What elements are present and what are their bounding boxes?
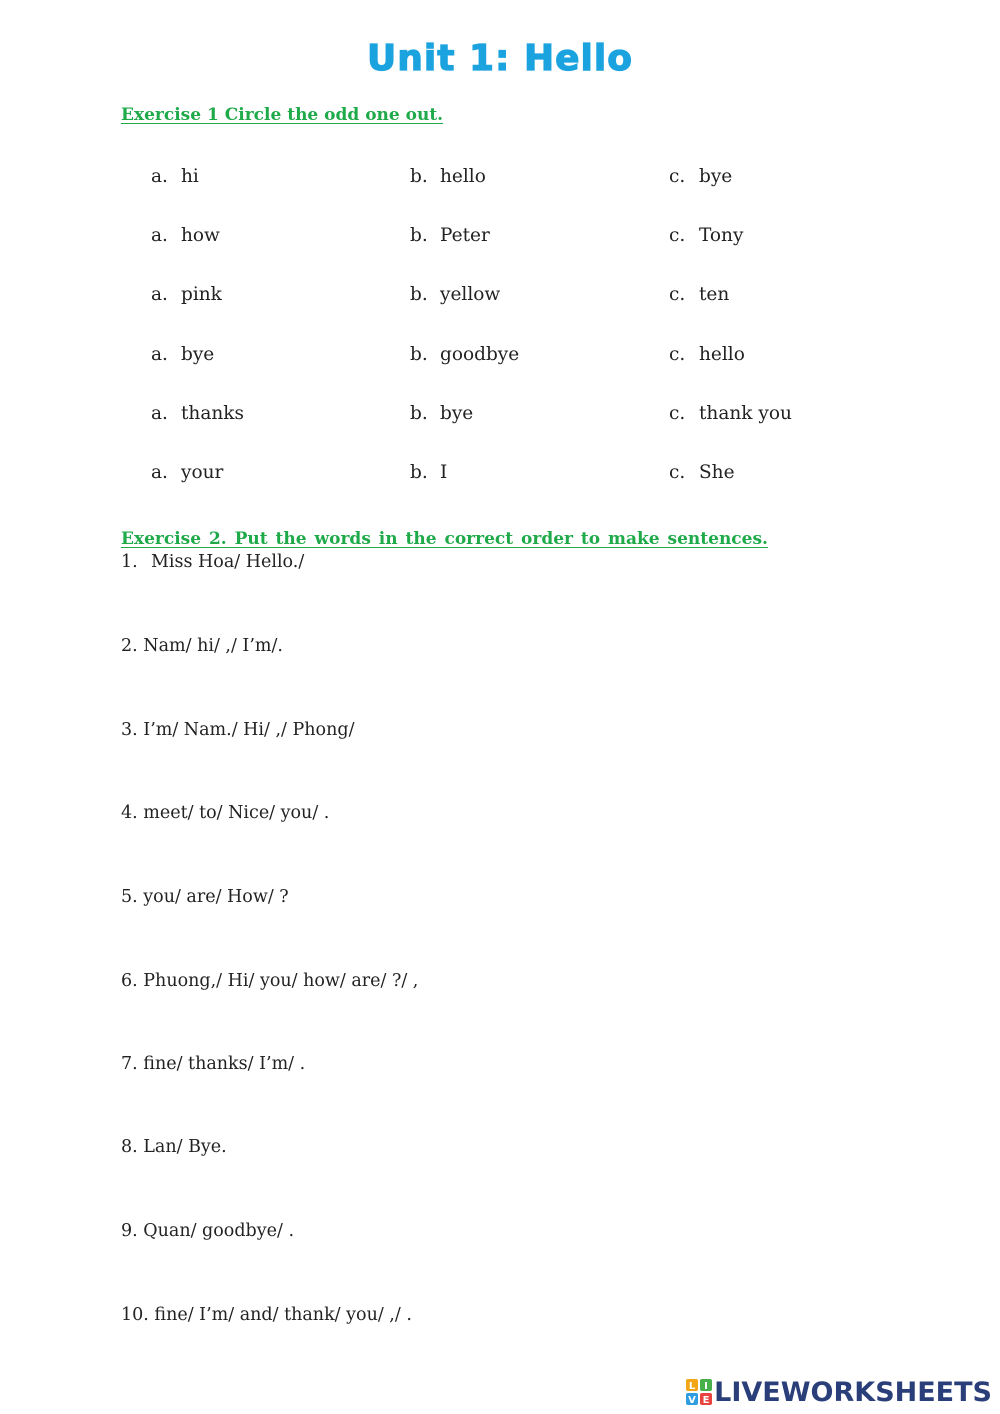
option-a[interactable]: a. thanks	[151, 403, 244, 424]
odd-one-out-row-5	[0, 403, 1000, 431]
odd-one-out-row-1	[0, 166, 1000, 194]
option-c[interactable]: c. bye	[669, 166, 733, 187]
option-a[interactable]: a. how	[151, 225, 220, 246]
option-b[interactable]: b. bye	[410, 403, 474, 424]
sentence-item-3: 3. I’m/ Nam./ Hi/ ,/ Phong/	[121, 720, 355, 740]
svg-text:V: V	[688, 1395, 697, 1405]
option-a[interactable]: a. hi	[151, 166, 199, 187]
svg-text:E: E	[702, 1395, 710, 1405]
sentence-item-4: 4. meet/ to/ Nice/ you/ .	[121, 803, 330, 823]
liveworksheets-watermark	[686, 1376, 992, 1408]
option-c[interactable]: c. Tony	[669, 225, 744, 246]
option-a[interactable]: a. bye	[151, 344, 215, 365]
option-b[interactable]: b. I	[410, 462, 448, 483]
sentence-item-2: 2. Nam/ hi/ ,/ I’m/.	[121, 636, 283, 656]
liveworksheets-logo-icon	[686, 1379, 712, 1405]
exercise-2-heading: Exercise 2. Put the words in the correct order to make sentences.	[121, 529, 768, 549]
sentence-item-5: 5. you/ are/ How/ ?	[121, 887, 289, 907]
option-c[interactable]: c. ten	[669, 284, 730, 305]
option-b[interactable]: b. hello	[410, 166, 486, 187]
sentence-item-6: 6. Phuong,/ Hi/ you/ how/ are/ ?/ ,	[121, 971, 419, 991]
odd-one-out-row-6	[0, 462, 1000, 490]
svg-text:L: L	[688, 1381, 696, 1392]
odd-one-out-row-4	[0, 344, 1000, 372]
sentence-item-8: 8. Lan/ Bye.	[121, 1137, 227, 1157]
odd-one-out-row-2	[0, 225, 1000, 253]
option-b[interactable]: b. goodbye	[410, 344, 520, 365]
svg-text:I: I	[704, 1381, 709, 1392]
exercise-1-heading: Exercise 1 Circle the odd one out.	[121, 105, 444, 125]
odd-one-out-row-3	[0, 284, 1000, 312]
sentence-item-10: 10. fine/ I’m/ and/ thank/ you/ ,/ .	[121, 1305, 412, 1325]
option-c[interactable]: c. hello	[669, 344, 745, 365]
option-b[interactable]: b. Peter	[410, 225, 490, 246]
option-c[interactable]: c. thank you	[669, 403, 792, 424]
sentence-item-7: 7. fine/ thanks/ I’m/ .	[121, 1054, 306, 1074]
option-c[interactable]: c. She	[669, 462, 735, 483]
sentence-item-1: 1. Miss Hoa/ Hello./	[121, 552, 305, 572]
option-b[interactable]: b. yellow	[410, 284, 501, 305]
option-a[interactable]: a. pink	[151, 284, 222, 305]
page-title: Unit 1: Hello	[367, 38, 633, 79]
sentence-item-9: 9. Quan/ goodbye/ .	[121, 1221, 295, 1241]
option-a[interactable]: a. your	[151, 462, 224, 483]
watermark-text: LIVEWORKSHEETS	[714, 1376, 992, 1408]
